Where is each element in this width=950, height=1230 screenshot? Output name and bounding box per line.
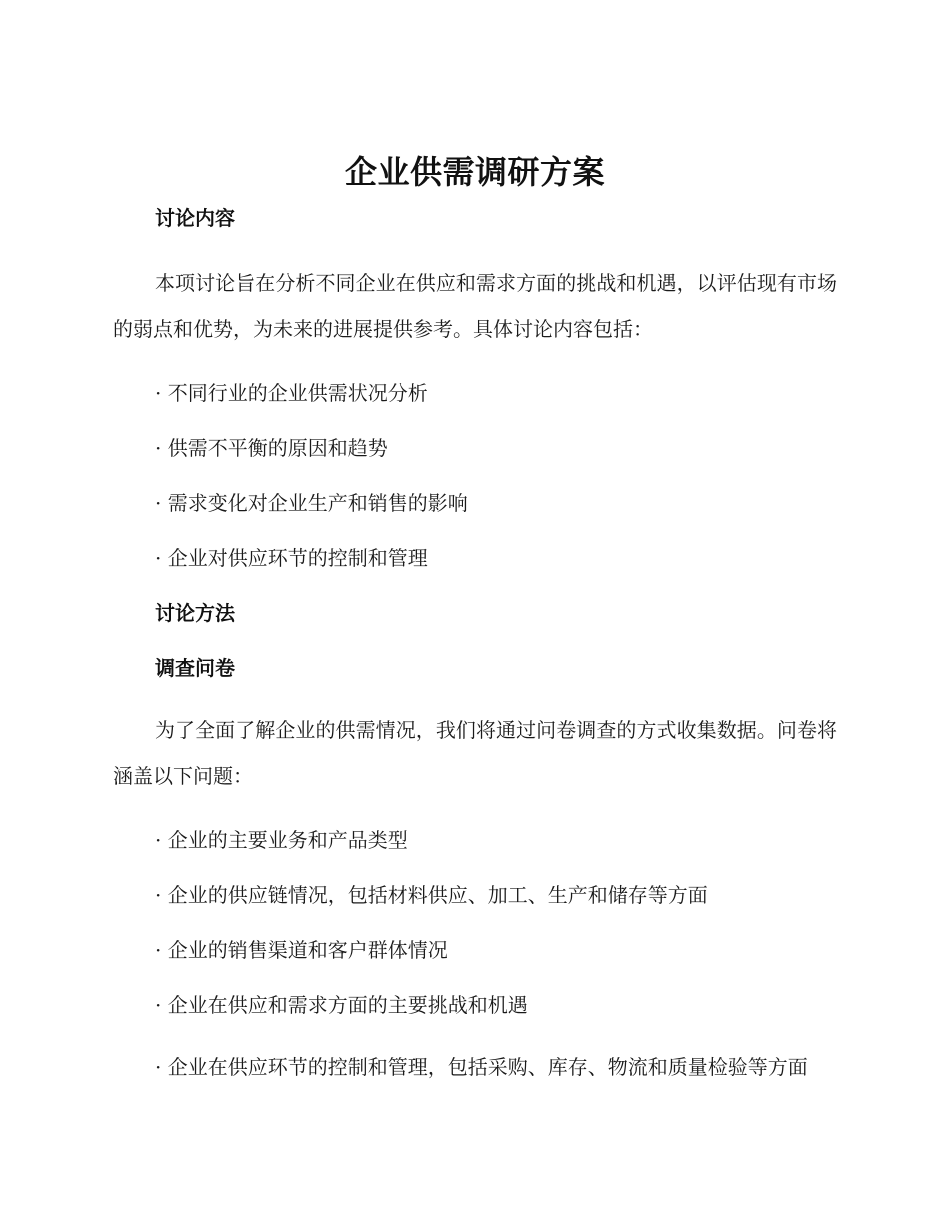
- list-item: · 企业的销售渠道和客户群体情况: [155, 938, 448, 962]
- paragraph-questionnaire-intro: 为了全面了解企业的供需情况，我们将通过问卷调查的方式收集数据。问卷将涵盖以下问题：: [113, 718, 837, 788]
- section-heading-discussion-method: 讨论方法: [155, 601, 235, 625]
- list-item: · 企业的供应链情况，包括材料供应、加工、生产和储存等方面: [155, 883, 708, 907]
- list-item: · 企业在供应和需求方面的主要挑战和机遇: [155, 993, 528, 1017]
- document-title: 企业供需调研方案: [344, 153, 605, 191]
- document-body: [113, 150, 837, 1087]
- list-item: · 不同行业的企业供需状况分析: [155, 381, 428, 405]
- paragraph-discussion-intro: 本项讨论旨在分析不同企业在供应和需求方面的挑战和机遇，以评估现有市场的弱点和优势，为未来的进展提供参考。具体讨论内容包括：: [113, 271, 837, 341]
- list-item: · 需求变化对企业生产和销售的影响: [155, 491, 468, 515]
- list-item: · 企业在供应环节的控制和管理，包括采购、库存、物流和质量检验等方面: [155, 1055, 808, 1079]
- section-heading-discussion-content: 讨论内容: [155, 206, 235, 230]
- list-item: · 供需不平衡的原因和趋势: [155, 436, 388, 460]
- list-item: · 企业对供应环节的控制和管理: [155, 546, 428, 570]
- list-item: · 企业的主要业务和产品类型: [155, 828, 408, 852]
- subheading-questionnaire: 调查问卷: [155, 656, 235, 680]
